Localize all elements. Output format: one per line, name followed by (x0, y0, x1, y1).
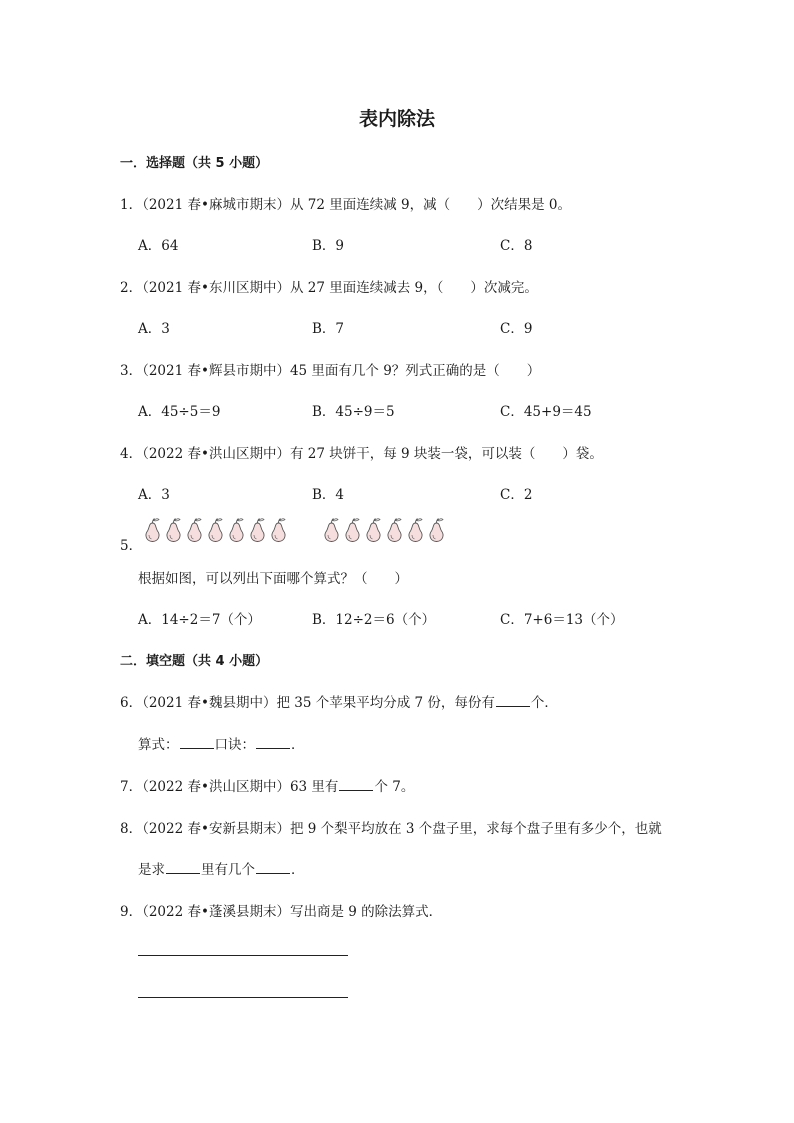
pear-icon (426, 516, 447, 544)
question-number: 2． (120, 280, 143, 296)
question-number: 6． (120, 695, 143, 711)
page-title: 表内除法 (358, 108, 435, 130)
line-end: ． (291, 737, 305, 753)
question-text: （2022 春•安新县期末）把 9 个梨平均放在 3 个盘子里，求每个盘子里有多少个，也就 (142, 821, 662, 837)
q2-option-b[interactable]: B．7 (312, 321, 345, 337)
answer-blank[interactable] (496, 692, 530, 707)
pear-icon (226, 516, 247, 544)
question-number: 3． (120, 363, 143, 379)
question-3 (120, 359, 540, 379)
q4-option-c[interactable]: C．2 (500, 487, 533, 503)
section-heading-choice: 一．选择题（共 5 小题） (120, 156, 269, 171)
pear-icon (405, 516, 426, 544)
answer-blank-2[interactable] (256, 859, 290, 874)
question-1 (120, 193, 571, 213)
question-text: （2022 春•蓬溪县期末）写出商是 9 的除法算式． (142, 904, 443, 920)
pear-icon (247, 516, 268, 544)
question-8 (120, 817, 662, 837)
question-5-text: 根据如图，可以列出下面哪个算式？（ ） (138, 571, 408, 587)
question-7 (120, 775, 414, 795)
answer-line-2[interactable] (138, 997, 348, 998)
question-number: 4． (120, 446, 143, 462)
pear-icon (342, 516, 363, 544)
pear-group-right (321, 516, 447, 544)
pear-icon (363, 516, 384, 544)
pear-icon (163, 516, 184, 544)
formula-blank[interactable] (180, 734, 214, 749)
q1-option-a[interactable]: A．64 (138, 238, 179, 254)
q2-option-c[interactable]: C．9 (500, 321, 533, 337)
pear-icon (321, 516, 342, 544)
q1-option-b[interactable]: B．9 (312, 238, 345, 254)
pear-icon (142, 516, 163, 544)
q5-option-a[interactable]: A．14÷2＝7（个） (138, 612, 261, 628)
answer-line-1[interactable] (138, 955, 348, 956)
q2-option-a[interactable]: A．3 (138, 321, 170, 337)
pear-icon (184, 516, 205, 544)
question-text: （2022 春•洪山区期中）有 27 块饼干，每 9 块装一袋，可以装（ ）袋。 (142, 446, 603, 462)
q3-option-a[interactable]: A．45÷5＝9 (138, 404, 221, 420)
answer-blank[interactable] (339, 776, 373, 791)
rhyme-blank[interactable] (256, 734, 290, 749)
line-mid: 里有几个 (201, 862, 255, 878)
question-2 (120, 276, 538, 296)
pear-icon (205, 516, 226, 544)
question-8-line-2 (138, 858, 305, 878)
pear-icon (384, 516, 405, 544)
pear-group-left (142, 516, 289, 544)
q3-option-b[interactable]: B．45÷9＝5 (312, 404, 395, 420)
question-9 (120, 900, 442, 920)
question-4 (120, 442, 603, 462)
pear-icon (268, 516, 289, 544)
section-heading-fill: 二．填空题（共 4 小题） (120, 654, 269, 669)
question-number: 8． (120, 821, 143, 837)
question-text: （2021 春•东川区期中）从 27 里面连续减去 9，（ ）次减完。 (142, 280, 538, 296)
question-5-number: 5． (120, 538, 143, 554)
rhyme-label: 口诀： (214, 737, 255, 753)
question-number: 9． (120, 904, 143, 920)
question-text: （2021 春•辉县市期中）45 里面有几个 9？列式正确的是（ ） (142, 363, 541, 379)
q4-option-a[interactable]: A．3 (138, 487, 170, 503)
question-text-end: 个 7。 (374, 779, 415, 795)
question-6 (120, 691, 558, 711)
q5-option-c[interactable]: C．7+6＝13（个） (500, 612, 624, 628)
line-start: 是求 (138, 862, 165, 878)
question-text: （2022 春•洪山区期中）63 里有 (142, 779, 339, 795)
q5-option-b[interactable]: B．12÷2＝6（个） (312, 612, 436, 628)
formula-label: 算式： (138, 737, 179, 753)
question-number: 7． (120, 779, 143, 795)
q3-option-c[interactable]: C．45+9＝45 (500, 404, 592, 420)
q1-option-c[interactable]: C．8 (500, 238, 533, 254)
question-text: （2021 春•麻城市期末）从 72 里面连续减 9，减（ ）次结果是 0。 (142, 197, 571, 213)
line-end: ． (291, 862, 305, 878)
question-number: 1． (120, 197, 143, 213)
q4-option-b[interactable]: B．4 (312, 487, 345, 503)
question-text: （2021 春•魏县期中）把 35 个苹果平均分成 7 份，每份有 (142, 695, 495, 711)
question-text-end: 个． (530, 695, 558, 711)
answer-blank-1[interactable] (166, 859, 200, 874)
question-6-line-2 (138, 733, 305, 753)
